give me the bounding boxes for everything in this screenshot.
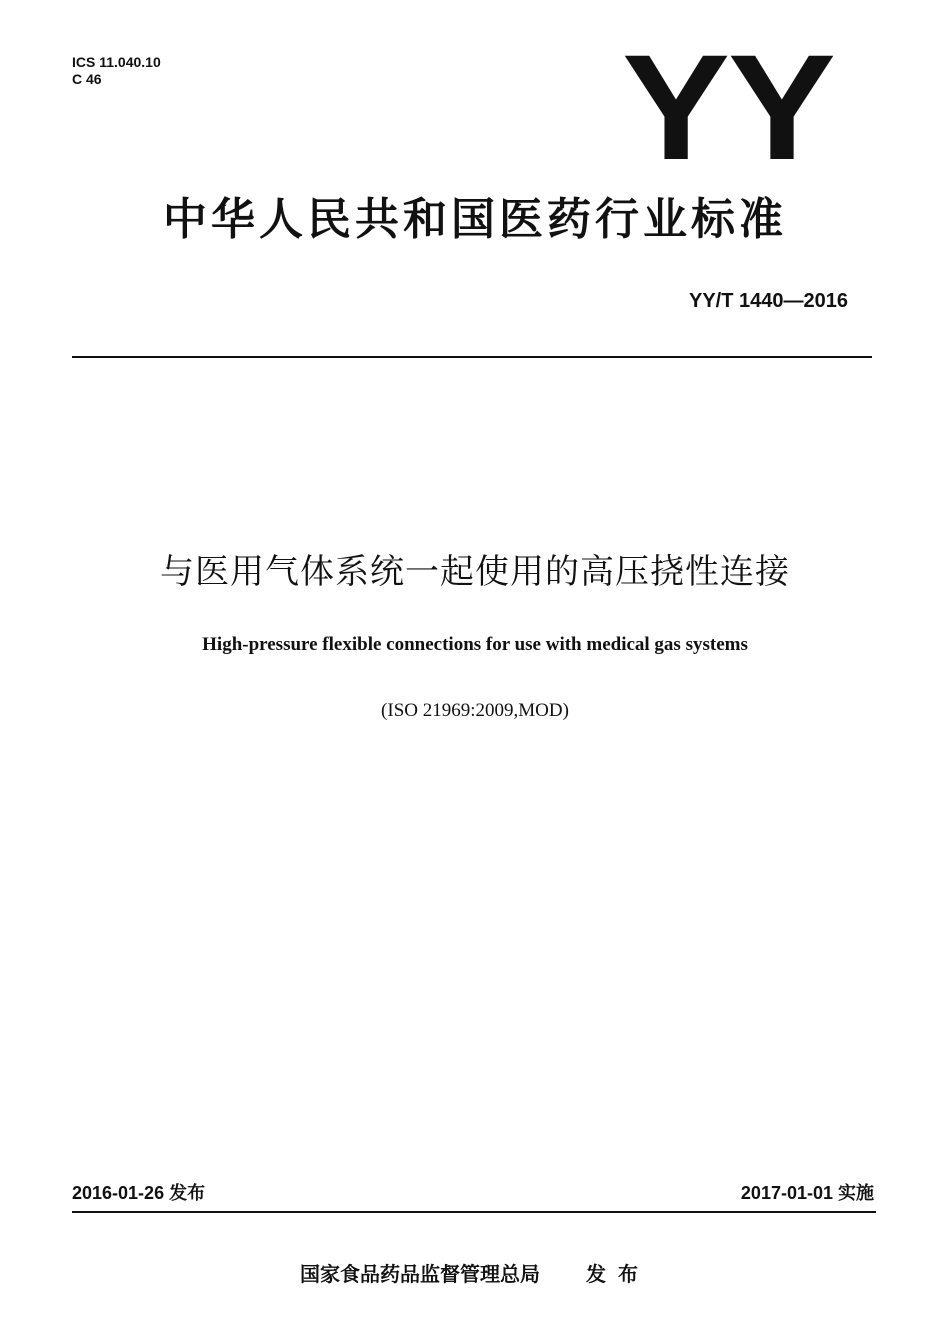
issuer-line <box>0 1260 950 1288</box>
issue-date: 2016-01-26 发布 <box>72 1183 206 1203</box>
ccs-code: C 46 <box>72 71 102 87</box>
standard-number: YY/T 1440—2016 <box>689 290 848 312</box>
issuer-action: 发布 <box>586 1262 650 1286</box>
document-title-english: High-pressure flexible connections for use with medical gas systems <box>202 634 748 655</box>
header-divider <box>72 356 872 358</box>
footer-divider <box>72 1211 876 1213</box>
classification-codes <box>72 54 161 88</box>
issuer-name: 国家食品药品监督管理总局 <box>300 1262 540 1286</box>
standard-logo: YY <box>622 23 834 191</box>
standard-category-title: 中华人民共和国医药行业标准 <box>163 194 787 245</box>
ics-code: ICS 11.040.10 <box>72 54 161 70</box>
document-title-chinese: 与医用气体系统一起使用的高压挠性连接 <box>160 552 790 592</box>
implementation-date: 2017-01-01 实施 <box>740 1183 874 1203</box>
iso-equivalence: (ISO 21969:2009,MOD) <box>381 700 569 721</box>
